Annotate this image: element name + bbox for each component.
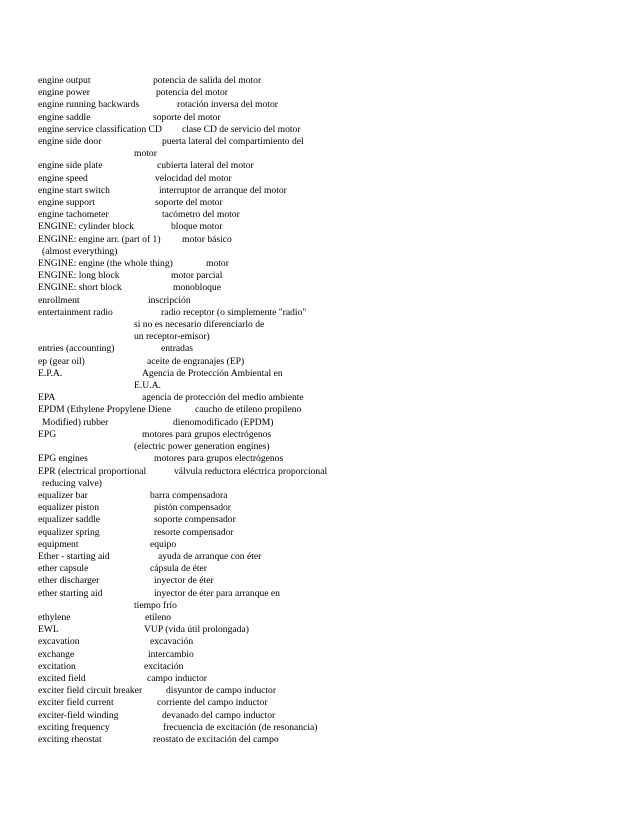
glossary-entry (38, 173, 618, 185)
entry-term: engine output (38, 75, 91, 86)
entry-definition-continued: un receptor-emisor) (134, 331, 210, 343)
entry-definition: tacómetro del motor (162, 209, 240, 221)
entry-definition: clase CD de servicio del motor (182, 123, 301, 135)
entry-definition: válvula reductora eléctrica proporcional (174, 465, 328, 477)
entry-definition: motores para grupos electrógenos (154, 453, 284, 465)
entry-definition: soporte del motor (153, 111, 221, 123)
glossary-entry (38, 185, 618, 197)
entry-definition: inyector de éter para arranque en (154, 587, 280, 599)
glossary-entry (38, 368, 618, 392)
entry-term: EPDM (Ethylene Propylene Diene (38, 404, 171, 416)
entry-term: ep (gear oil) (38, 355, 85, 367)
entry-term: EPG (38, 428, 57, 440)
entry-term: excited field (38, 672, 86, 684)
entry-term: entries (accounting) (38, 343, 115, 355)
entry-definition: motor parcial (171, 270, 223, 282)
entry-definition: reostato de excitación del campo (153, 733, 279, 745)
entry-definition: inscripción (148, 294, 191, 306)
entry-definition: puerta lateral del compartimiento del (162, 136, 304, 148)
glossary-entry (38, 99, 618, 111)
glossary-entry (38, 429, 618, 453)
entry-term: excitation (38, 660, 76, 672)
glossary-entry (38, 722, 618, 734)
entry-definition: cubierta lateral del motor (157, 160, 254, 172)
glossary-entry (38, 343, 618, 355)
glossary-entry (38, 551, 618, 563)
glossary-entry (38, 661, 618, 673)
glossary-entry (38, 136, 618, 160)
entry-definition: motor básico (182, 233, 232, 245)
glossary-entry (38, 490, 618, 502)
glossary-entry (38, 295, 618, 307)
entry-definition: bloque motor (171, 221, 223, 233)
entry-definition: entradas (161, 343, 193, 355)
entry-term: equipment (38, 538, 79, 550)
entry-term: exciting frequency (38, 721, 110, 733)
entry-definition: excitación (144, 660, 184, 672)
entry-term: ENGINE: long block (38, 270, 120, 282)
entry-term: exciting rheostat (38, 733, 102, 745)
glossary-entry (38, 404, 618, 428)
glossary-entry (38, 588, 618, 612)
entry-term: engine side door (38, 136, 102, 148)
entry-term: engine side plate (38, 160, 103, 172)
entry-term: equalizer spring (38, 526, 100, 538)
entry-term: ether starting aid (38, 587, 103, 599)
glossary-entry (38, 87, 618, 99)
glossary-entry (38, 112, 618, 124)
entry-term: engine running backwards (38, 99, 140, 111)
glossary-entry (38, 697, 618, 709)
entry-definition-continued: tiempo frío (134, 599, 177, 611)
entry-definition: velocidad del motor (155, 172, 232, 184)
entry-term: engine start switch (38, 184, 110, 196)
glossary-entry (38, 527, 618, 539)
glossary-entry (38, 612, 618, 624)
glossary-entry (38, 649, 618, 661)
glossary-entry (38, 673, 618, 685)
glossary-entry (38, 197, 618, 209)
glossary-entry (38, 124, 618, 136)
entry-term: E.P.A. (38, 367, 63, 379)
glossary-entry (38, 209, 618, 221)
entry-term: entertainment radio (38, 306, 113, 318)
glossary-entry (38, 270, 618, 282)
entry-term: equalizer saddle (38, 514, 101, 526)
entry-term: ENGINE: engine (the whole thing) (38, 258, 173, 270)
glossary-entry (38, 453, 618, 465)
entry-term-continued: (almost everything) (42, 245, 118, 257)
entry-term: EWL (38, 624, 59, 636)
entry-definition: frecuencia de excitación (de resonancia) (163, 721, 318, 733)
glossary-entry (38, 75, 618, 87)
entry-term: exchange (38, 648, 75, 660)
glossary-entry (38, 466, 618, 490)
entry-definition: inyector de éter (154, 575, 214, 587)
glossary-entry (38, 221, 618, 233)
entry-definition: potencia de salida del motor (153, 75, 262, 86)
entry-definition-continued: si no es necesario diferenciarlo de (134, 319, 265, 331)
entry-definition: potencia del motor (156, 87, 228, 99)
entry-term: excavation (38, 636, 80, 648)
entry-definition: excavación (150, 636, 194, 648)
entry-definition: monobloque (173, 282, 221, 294)
entry-term: EPR (electrical proportional (38, 465, 147, 477)
glossary-entry (38, 575, 618, 587)
entry-term: exciter field circuit breaker (38, 685, 143, 697)
entry-definition: intercambio (148, 648, 194, 660)
entry-term: engine service classification CD (38, 123, 162, 135)
entry-term: exciter field current (38, 697, 114, 709)
entry-definition: ayuda de arranque con éter (158, 550, 262, 562)
entry-definition-continued: dienomodificado (EPDM) (173, 416, 274, 428)
entry-definition: caucho de etileno propileno (195, 404, 302, 416)
entry-definition: Agencia de Protección Ambiental en (142, 367, 283, 379)
glossary-entry (38, 392, 618, 404)
glossary-entry (38, 734, 618, 746)
entry-definition-continued: E.U.A. (134, 380, 161, 392)
entry-definition-continued: (electric power generation engines) (134, 441, 270, 453)
entry-term: ether capsule (38, 563, 89, 575)
entry-term: enrollment (38, 294, 80, 306)
entry-term: EPA (38, 392, 56, 404)
glossary-entry (38, 307, 618, 344)
entry-term: engine saddle (38, 111, 91, 123)
glossary-list (38, 75, 618, 746)
entry-definition: interruptor de arranque del motor (159, 184, 287, 196)
glossary-entry (38, 514, 618, 526)
entry-definition: etileno (145, 611, 172, 623)
entry-definition: pistón compensador (154, 502, 232, 514)
entry-term: ENGINE: cylinder block (38, 221, 134, 233)
entry-definition: cápsula de éter (150, 563, 207, 575)
entry-definition: resorte compensador (154, 526, 234, 538)
entry-term: exciter-field winding (38, 709, 119, 721)
entry-definition: radio receptor (o simplemente "radio" (161, 306, 307, 318)
entry-term: ether discharger (38, 575, 100, 587)
entry-term-continued: reducing valve) (42, 477, 102, 489)
entry-definition: barra compensadora (150, 489, 228, 501)
glossary-entry (38, 636, 618, 648)
glossary-entry (38, 258, 618, 270)
entry-definition: motores para grupos electrógenos (142, 428, 272, 440)
entry-term: ethylene (38, 611, 71, 623)
entry-definition: corriente del campo inductor (157, 697, 268, 709)
glossary-entry (38, 685, 618, 697)
entry-term: Ether - starting aid (38, 550, 110, 562)
entry-definition: devanado del campo inductor (162, 709, 276, 721)
entry-term: engine tachometer (38, 209, 109, 221)
entry-term: ENGINE: engine arr. (part of 1) (38, 233, 161, 245)
entry-term: ENGINE: short block (38, 282, 122, 294)
glossary-entry (38, 160, 618, 172)
entry-term: equalizer bar (38, 489, 88, 501)
glossary-entry (38, 282, 618, 294)
glossary-entry (38, 356, 618, 368)
glossary-entry (38, 563, 618, 575)
glossary-entry (38, 539, 618, 551)
glossary-entry (38, 234, 618, 258)
entry-definition: soporte compensador (154, 514, 236, 526)
entry-definition: soporte del motor (155, 197, 223, 209)
entry-term: engine support (38, 197, 95, 209)
glossary-entry (38, 502, 618, 514)
glossary-entry (38, 624, 618, 636)
entry-term: engine speed (38, 172, 88, 184)
entry-definition: agencia de protección del medio ambiente (142, 392, 304, 404)
entry-definition: campo inductor (147, 672, 207, 684)
entry-definition: rotación inversa del motor (177, 99, 278, 111)
entry-definition-continued: motor (134, 148, 157, 160)
entry-definition: motor (206, 258, 229, 270)
entry-definition: disyuntor de campo inductor (166, 685, 277, 697)
entry-term: EPG engines (38, 453, 88, 465)
entry-definition: VUP (vida útil prolongada) (144, 624, 249, 636)
entry-term: engine power (38, 87, 90, 99)
glossary-entry (38, 710, 618, 722)
entry-term-continued: Modified) rubber (42, 416, 109, 428)
entry-term: equalizer piston (38, 502, 100, 514)
entry-definition: aceite de engranajes (EP) (147, 355, 245, 367)
entry-definition: equipo (150, 538, 177, 550)
